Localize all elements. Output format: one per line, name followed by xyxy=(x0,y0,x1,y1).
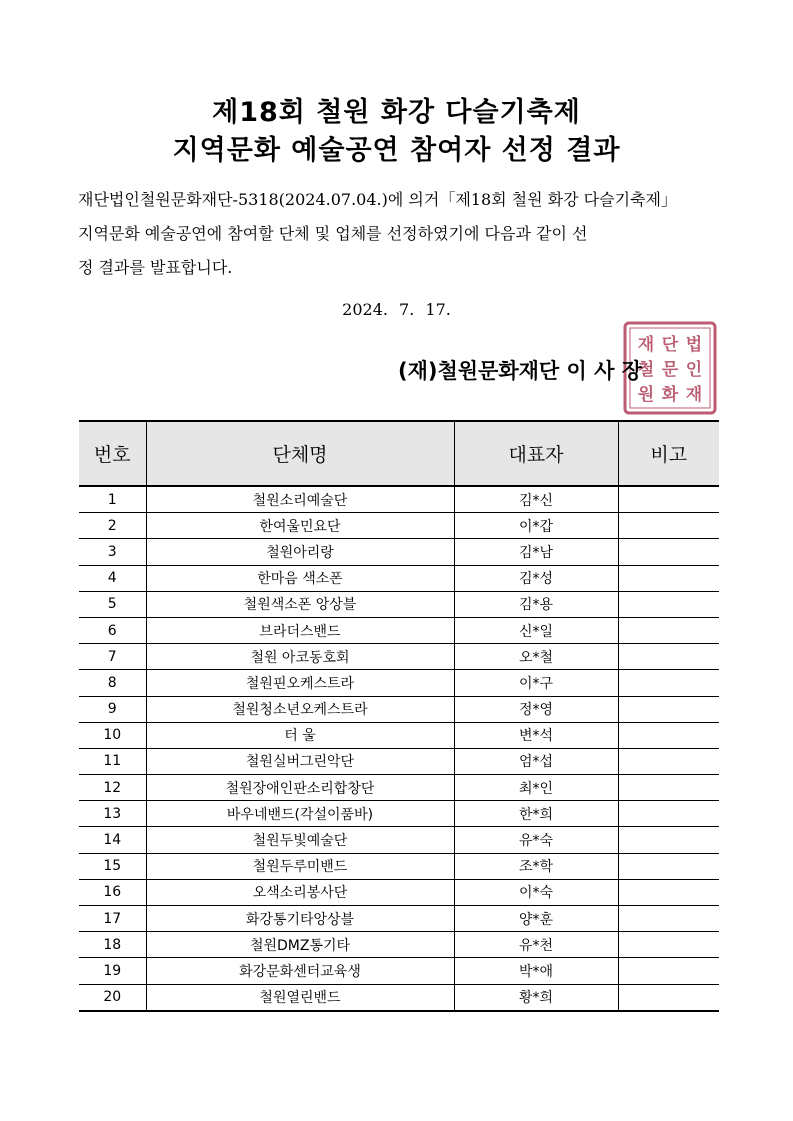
row-group-name: 오색소리봉사단 xyxy=(146,879,454,905)
row-group-name: 철원아리랑 xyxy=(146,539,454,565)
document-title-line1: 제18회 철원 화강 다슬기축제 xyxy=(212,97,581,128)
svg-text:재: 재 xyxy=(685,385,703,405)
row-number: 9 xyxy=(79,696,146,722)
row-group-name: 터 울 xyxy=(146,722,454,748)
row-number: 3 xyxy=(79,539,146,565)
table-row xyxy=(79,853,719,879)
row-note xyxy=(618,591,719,617)
row-number: 11 xyxy=(79,748,146,774)
table-row xyxy=(79,644,719,670)
row-note xyxy=(618,748,719,774)
svg-text:법: 법 xyxy=(685,335,703,355)
document-title-line2: 지역문화 예술공연 참여자 선정 결과 xyxy=(172,135,621,166)
row-note xyxy=(618,879,719,905)
row-group-name: 철원청소년오케스트라 xyxy=(146,696,454,722)
row-representative: 엄*섭 xyxy=(454,748,618,774)
row-representative: 김*용 xyxy=(454,591,618,617)
svg-text:문: 문 xyxy=(661,360,679,380)
table-row xyxy=(79,748,719,774)
row-group-name: 화강문화센터교육생 xyxy=(146,958,454,984)
row-representative: 유*숙 xyxy=(454,827,618,853)
row-note xyxy=(618,486,719,513)
body-line-2: 지역문화 예술공연에 참여할 단체 및 업체를 선정하였기에 다음과 같이 선 xyxy=(78,224,588,243)
row-representative: 변*석 xyxy=(454,722,618,748)
row-group-name: 철원장애인판소리합창단 xyxy=(146,775,454,801)
row-number: 17 xyxy=(79,906,146,932)
table-row xyxy=(79,775,719,801)
header-representative: 대표자 xyxy=(454,421,618,486)
row-note xyxy=(618,984,719,1011)
header-group-name: 단체명 xyxy=(146,421,454,486)
body-paragraph xyxy=(78,183,718,285)
table-row xyxy=(79,984,719,1011)
table-row xyxy=(79,906,719,932)
table-row xyxy=(79,958,719,984)
row-group-name: 한마음 색소폰 xyxy=(146,565,454,591)
issuer-name: (재)철원문화재단 이 사 장 xyxy=(398,359,642,383)
table-row xyxy=(79,801,719,827)
table-row xyxy=(79,486,719,513)
svg-text:재: 재 xyxy=(637,335,655,355)
row-representative: 김*신 xyxy=(454,486,618,513)
row-note xyxy=(618,722,719,748)
row-number: 5 xyxy=(79,591,146,617)
row-number: 20 xyxy=(79,984,146,1011)
row-number: 15 xyxy=(79,853,146,879)
table-row xyxy=(79,513,719,539)
row-group-name: 철원실버그린악단 xyxy=(146,748,454,774)
row-group-name: 바우네밴드(각설이품바) xyxy=(146,801,454,827)
row-representative: 한*희 xyxy=(454,801,618,827)
svg-text:단: 단 xyxy=(661,335,679,355)
table-row xyxy=(79,617,719,643)
row-note xyxy=(618,696,719,722)
table-row xyxy=(79,696,719,722)
row-group-name: 철원두빛예술단 xyxy=(146,827,454,853)
row-representative: 유*천 xyxy=(454,932,618,958)
row-representative: 이*갑 xyxy=(454,513,618,539)
row-representative: 이*숙 xyxy=(454,879,618,905)
row-number: 1 xyxy=(79,486,146,513)
row-note xyxy=(618,513,719,539)
table-row xyxy=(79,539,719,565)
row-group-name: 철원두루미밴드 xyxy=(146,853,454,879)
row-representative: 황*희 xyxy=(454,984,618,1011)
row-note xyxy=(618,775,719,801)
row-note xyxy=(618,539,719,565)
row-number: 14 xyxy=(79,827,146,853)
row-group-name: 철원DMZ통기타 xyxy=(146,932,454,958)
svg-text:인: 인 xyxy=(685,360,703,380)
row-note xyxy=(618,853,719,879)
row-representative: 이*구 xyxy=(454,670,618,696)
row-representative: 정*영 xyxy=(454,696,618,722)
row-number: 12 xyxy=(79,775,146,801)
table-header-row xyxy=(79,421,719,486)
table-row xyxy=(79,565,719,591)
row-note xyxy=(618,932,719,958)
svg-text:철: 철 xyxy=(637,360,655,380)
row-group-name: 철원 아코동호회 xyxy=(146,644,454,670)
issue-date: 2024. 7. 17. xyxy=(342,300,451,319)
body-line-1: 재단법인철원문화재단-5318(2024.07.04.)에 의거「제18회 철원 화강 다슬기축제」 xyxy=(78,190,677,209)
row-group-name: 철원색소폰 앙상블 xyxy=(146,591,454,617)
row-number: 2 xyxy=(79,513,146,539)
row-representative: 양*훈 xyxy=(454,906,618,932)
row-representative: 박*애 xyxy=(454,958,618,984)
row-group-name: 철원핀오케스트라 xyxy=(146,670,454,696)
row-number: 4 xyxy=(79,565,146,591)
row-number: 6 xyxy=(79,617,146,643)
row-number: 7 xyxy=(79,644,146,670)
svg-text:원: 원 xyxy=(637,385,655,405)
row-number: 16 xyxy=(79,879,146,905)
header-note: 비고 xyxy=(618,421,719,486)
table-row xyxy=(79,670,719,696)
selection-results-table xyxy=(79,420,719,1012)
row-representative: 최*인 xyxy=(454,775,618,801)
row-note xyxy=(618,827,719,853)
row-note xyxy=(618,801,719,827)
row-representative: 오*철 xyxy=(454,644,618,670)
table-row xyxy=(79,827,719,853)
row-note xyxy=(618,617,719,643)
row-note xyxy=(618,958,719,984)
row-note xyxy=(618,565,719,591)
body-line-3: 정 결과를 발표합니다. xyxy=(78,258,233,277)
svg-text:화: 화 xyxy=(661,385,679,405)
row-note xyxy=(618,644,719,670)
row-group-name: 철원소리예술단 xyxy=(146,486,454,513)
row-group-name: 한여울민요단 xyxy=(146,513,454,539)
table-row xyxy=(79,722,719,748)
table-row xyxy=(79,879,719,905)
header-number: 번호 xyxy=(79,421,146,486)
row-representative: 신*일 xyxy=(454,617,618,643)
table-row xyxy=(79,591,719,617)
row-number: 8 xyxy=(79,670,146,696)
table-row xyxy=(79,932,719,958)
row-number: 18 xyxy=(79,932,146,958)
row-note xyxy=(618,670,719,696)
row-representative: 김*남 xyxy=(454,539,618,565)
row-note xyxy=(618,906,719,932)
row-number: 13 xyxy=(79,801,146,827)
row-number: 19 xyxy=(79,958,146,984)
row-number: 10 xyxy=(79,722,146,748)
row-group-name: 화강통기타앙상블 xyxy=(146,906,454,932)
row-representative: 조*학 xyxy=(454,853,618,879)
row-representative: 김*성 xyxy=(454,565,618,591)
row-group-name: 브라더스밴드 xyxy=(146,617,454,643)
row-group-name: 철원열린밴드 xyxy=(146,984,454,1011)
